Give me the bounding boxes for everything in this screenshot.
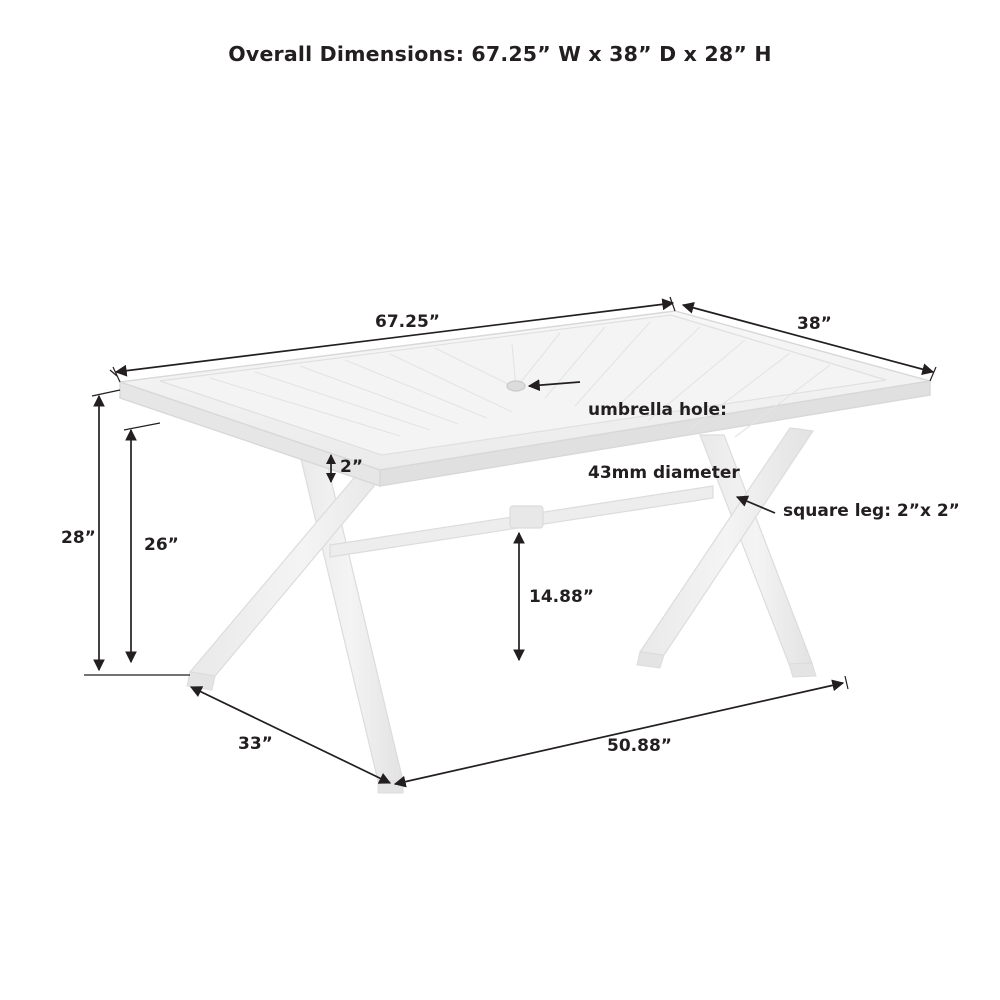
callout-umbrella-hole-line2: 43mm diameter (588, 463, 740, 484)
dim-label-thickness: 2” (340, 457, 364, 477)
dim-label-base-depth: 33” (238, 734, 273, 754)
callout-square-leg: square leg: 2”x 2” (783, 501, 960, 521)
callout-umbrella-hole-line1: umbrella hole: (588, 399, 727, 420)
dim-line-base-depth (191, 687, 390, 783)
leader-square-leg (737, 497, 775, 513)
dim-line-base-width (395, 683, 843, 784)
dim-label-top-width: 67.25” (375, 312, 440, 332)
callout-umbrella-hole (588, 357, 740, 527)
dim-label-apron-height: 26” (144, 535, 179, 555)
leader-umbrella-hole (529, 382, 580, 386)
dim-label-overall-height: 28” (61, 528, 96, 548)
dim-label-base-width: 50.88” (607, 736, 672, 756)
dim-label-stretcher-height: 14.88” (529, 587, 594, 607)
dim-label-top-depth: 38” (797, 314, 832, 334)
page-title: Overall Dimensions: 67.25” W x 38” D x 28” H (228, 42, 772, 66)
